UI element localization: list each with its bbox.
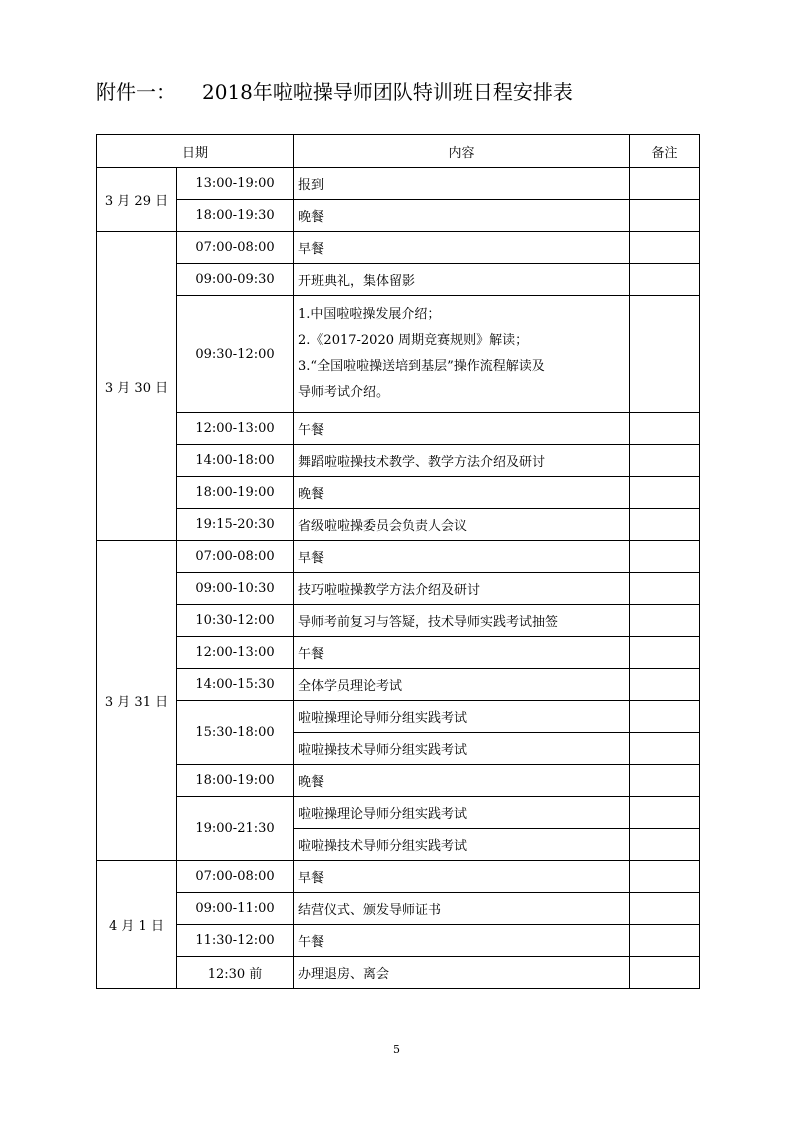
content-line: 晚餐 bbox=[298, 775, 325, 790]
table-row bbox=[97, 765, 700, 797]
content-line: 早餐 bbox=[298, 551, 325, 566]
content-cell bbox=[294, 264, 630, 296]
day-date-cell: 3 月 31 日 bbox=[97, 541, 177, 861]
time-cell: 07:00-08:00 bbox=[177, 541, 294, 573]
table-row bbox=[97, 861, 700, 893]
time-cell: 12:00-13:00 bbox=[177, 637, 294, 669]
day-date-cell: 3 月 30 日 bbox=[97, 232, 177, 541]
remarks-cell bbox=[630, 200, 700, 232]
remarks-cell bbox=[630, 669, 700, 701]
content-cell bbox=[294, 829, 630, 861]
content-cell bbox=[294, 605, 630, 637]
content-cell bbox=[294, 445, 630, 477]
content-line: 技巧啦啦操教学方法介绍及研讨 bbox=[298, 583, 481, 598]
content-line: 3.“全国啦啦操送培到基层”操作流程解读及 bbox=[298, 359, 545, 374]
time-cell: 14:00-18:00 bbox=[177, 445, 294, 477]
content-cell bbox=[294, 893, 630, 925]
table-row bbox=[97, 264, 700, 296]
remarks-cell bbox=[630, 445, 700, 477]
content-line: 啦啦操理论导师分组实践考试 bbox=[298, 807, 468, 822]
content-cell bbox=[294, 861, 630, 893]
content-cell bbox=[294, 957, 630, 989]
table-row bbox=[97, 701, 700, 733]
table-row bbox=[97, 296, 700, 413]
time-cell: 11:30-12:00 bbox=[177, 925, 294, 957]
content-cell bbox=[294, 797, 630, 829]
content-line: 啦啦操理论导师分组实践考试 bbox=[298, 711, 468, 726]
content-cell bbox=[294, 925, 630, 957]
content-cell bbox=[294, 573, 630, 605]
page-number: 5 bbox=[393, 1043, 400, 1056]
table-row bbox=[97, 200, 700, 232]
content-line: 啦啦操技术导师分组实践考试 bbox=[298, 743, 468, 758]
content-cell bbox=[294, 541, 630, 573]
remarks-cell bbox=[630, 797, 700, 829]
remarks-cell bbox=[630, 701, 700, 733]
remarks-cell bbox=[630, 168, 700, 200]
time-cell: 10:30-12:00 bbox=[177, 605, 294, 637]
remarks-cell bbox=[630, 477, 700, 509]
table-row bbox=[97, 445, 700, 477]
time-cell: 19:15-20:30 bbox=[177, 509, 294, 541]
time-cell: 19:00-21:30 bbox=[177, 797, 294, 861]
content-cell bbox=[294, 200, 630, 232]
content-line: 午餐 bbox=[298, 935, 325, 950]
remarks-cell bbox=[630, 765, 700, 797]
content-line: 1.中国啦啦操发展介绍； bbox=[298, 307, 441, 322]
time-cell: 09:00-10:30 bbox=[177, 573, 294, 605]
content-cell bbox=[294, 733, 630, 765]
remarks-cell bbox=[630, 637, 700, 669]
remarks-cell bbox=[630, 413, 700, 445]
time-cell: 18:00-19:00 bbox=[177, 765, 294, 797]
time-cell: 18:00-19:30 bbox=[177, 200, 294, 232]
time-cell: 14:00-15:30 bbox=[177, 669, 294, 701]
table-row bbox=[97, 541, 700, 573]
time-cell: 09:00-09:30 bbox=[177, 264, 294, 296]
table-row bbox=[97, 168, 700, 200]
remarks-cell bbox=[630, 893, 700, 925]
content-line: 省级啦啦操委员会负责人会议 bbox=[298, 519, 468, 534]
content-line: 全体学员理论考试 bbox=[298, 679, 403, 694]
header-content: 内容 bbox=[294, 135, 630, 168]
schedule-body bbox=[97, 168, 700, 989]
table-row bbox=[97, 669, 700, 701]
content-cell bbox=[294, 168, 630, 200]
time-cell: 18:00-19:00 bbox=[177, 477, 294, 509]
content-line: 晚餐 bbox=[298, 487, 325, 502]
content-cell bbox=[294, 509, 630, 541]
content-line: 导师考前复习与答疑，技术导师实践考试抽签 bbox=[298, 615, 559, 630]
content-cell bbox=[294, 701, 630, 733]
remarks-cell bbox=[630, 605, 700, 637]
schedule-title: 2018年啦啦操导师团队特训班日程安排表 bbox=[202, 80, 573, 104]
time-cell: 09:00-11:00 bbox=[177, 893, 294, 925]
time-cell: 07:00-08:00 bbox=[177, 861, 294, 893]
day-date-cell: 4 月 1 日 bbox=[97, 861, 177, 989]
content-line: 导师考试介绍。 bbox=[298, 385, 390, 400]
time-cell: 07:00-08:00 bbox=[177, 232, 294, 264]
remarks-cell bbox=[630, 829, 700, 861]
remarks-cell bbox=[630, 733, 700, 765]
content-cell bbox=[294, 296, 630, 413]
content-cell bbox=[294, 232, 630, 264]
page-title bbox=[96, 80, 573, 104]
table-row bbox=[97, 637, 700, 669]
header-remarks: 备注 bbox=[630, 135, 700, 168]
remarks-cell bbox=[630, 264, 700, 296]
time-cell: 15:30-18:00 bbox=[177, 701, 294, 765]
remarks-cell bbox=[630, 541, 700, 573]
table-row bbox=[97, 893, 700, 925]
table-row bbox=[97, 232, 700, 264]
table-row bbox=[97, 573, 700, 605]
schedule-table bbox=[96, 134, 700, 989]
content-line: 开班典礼，集体留影 bbox=[298, 274, 416, 289]
content-cell bbox=[294, 413, 630, 445]
content-line: 2.《2017-2020 周期竞赛规则》解读； bbox=[298, 333, 529, 348]
content-line: 晚餐 bbox=[298, 210, 325, 225]
remarks-cell bbox=[630, 861, 700, 893]
content-line: 早餐 bbox=[298, 242, 325, 257]
header-date: 日期 bbox=[97, 135, 294, 168]
content-line: 午餐 bbox=[298, 423, 325, 438]
content-cell bbox=[294, 669, 630, 701]
content-cell bbox=[294, 477, 630, 509]
table-row bbox=[97, 925, 700, 957]
content-line: 舞蹈啦啦操技术教学、教学方法介绍及研讨 bbox=[298, 455, 546, 470]
time-cell: 12:00-13:00 bbox=[177, 413, 294, 445]
remarks-cell bbox=[630, 509, 700, 541]
table-row bbox=[97, 413, 700, 445]
content-line: 早餐 bbox=[298, 871, 325, 886]
content-cell bbox=[294, 765, 630, 797]
content-line: 结营仪式、颁发导师证书 bbox=[298, 903, 442, 918]
time-cell: 13:00-19:00 bbox=[177, 168, 294, 200]
content-line: 午餐 bbox=[298, 647, 325, 662]
time-cell: 12:30 前 bbox=[177, 957, 294, 989]
table-row bbox=[97, 957, 700, 989]
content-line: 啦啦操技术导师分组实践考试 bbox=[298, 839, 468, 854]
remarks-cell bbox=[630, 296, 700, 413]
table-row bbox=[97, 477, 700, 509]
day-date-cell: 3 月 29 日 bbox=[97, 168, 177, 232]
remarks-cell bbox=[630, 925, 700, 957]
content-cell bbox=[294, 637, 630, 669]
time-cell: 09:30-12:00 bbox=[177, 296, 294, 413]
table-row bbox=[97, 605, 700, 637]
content-line: 报到 bbox=[298, 178, 325, 193]
attachment-label: 附件一： bbox=[96, 80, 176, 104]
content-line: 办理退房、离会 bbox=[298, 967, 390, 982]
table-row bbox=[97, 509, 700, 541]
remarks-cell bbox=[630, 957, 700, 989]
remarks-cell bbox=[630, 232, 700, 264]
remarks-cell bbox=[630, 573, 700, 605]
table-row bbox=[97, 797, 700, 829]
